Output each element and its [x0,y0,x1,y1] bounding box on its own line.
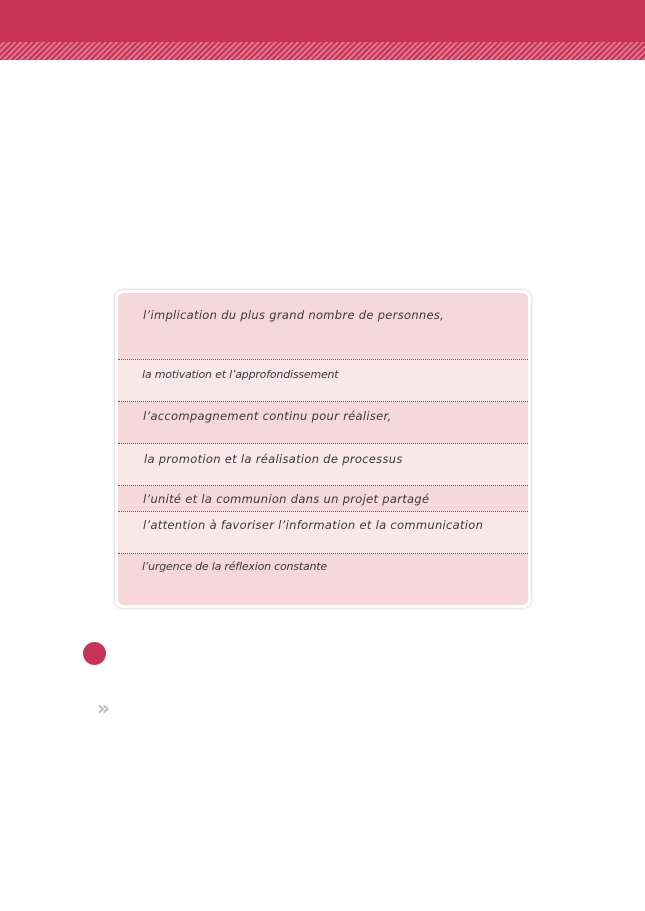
list-item [118,360,528,402]
header-band [0,0,645,42]
values-list [118,293,528,605]
list-item-text: la motivation et l’approfondissement [142,368,339,381]
list-item-text: l’unité et la communion dans un projet partagé [143,492,430,506]
list-item [118,512,528,554]
list-item-text: l’attention à favoriser l’information et la communication [143,518,484,532]
list-item-text: l’urgence de la réflexion constante [142,560,327,573]
circle-bullet-icon [83,642,106,665]
double-chevron-right-icon: » [97,696,110,720]
list-item [118,444,528,486]
list-item-text: la promotion et la réalisation de processus [144,452,403,466]
list-item [118,293,528,360]
values-list-card [115,290,531,608]
header-stripe [0,42,645,60]
list-item [118,486,528,512]
list-item-text: l’accompagnement continu pour réaliser, [143,409,392,423]
list-item-text: l’implication du plus grand nombre de personnes, [143,308,445,322]
list-item [118,402,528,444]
list-item [118,554,528,605]
